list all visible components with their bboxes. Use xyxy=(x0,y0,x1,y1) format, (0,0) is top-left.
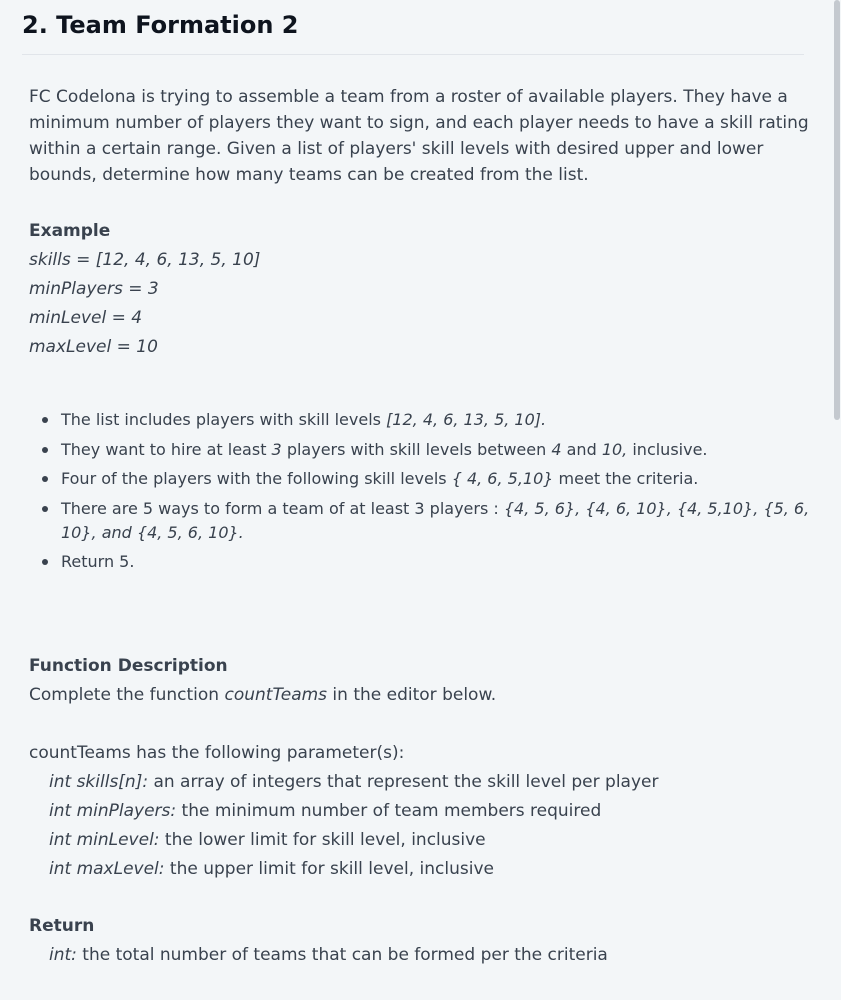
scrollbar-thumb[interactable] xyxy=(834,0,840,420)
vertical-scrollbar[interactable] xyxy=(833,0,841,1000)
function-description-heading: Function Description xyxy=(29,656,228,676)
return-heading: Return xyxy=(29,916,95,936)
title-divider xyxy=(22,54,804,55)
example-skills: skills = [12, 4, 6, 13, 5, 10] xyxy=(29,250,261,270)
example-heading: Example xyxy=(29,221,111,241)
function-name: countTeams xyxy=(224,685,328,705)
function-description-text: Complete the function countTeams in the editor below. xyxy=(29,685,497,705)
parameters-intro: countTeams has the following parameter(s): xyxy=(29,743,405,763)
list-item: There are 5 ways to form a team of at least 3 players : {4, 5, 6}, {4, 6, 10}, {4, 5,10}, {5, 6, 10}, and {4, 5, 6, 10}. xyxy=(61,497,831,545)
list-item: They want to hire at least 3 players with skill levels between 4 and 10, inclusive. xyxy=(61,438,831,462)
problem-intro: FC Codelona is trying to assemble a team from a roster of available players. They have a minimum number of players they want to sign, and each player needs to have a skill rating within a certain range. Given a list of players' skill levels with desired upper and lower bounds, determine how many teams can be created from the list. xyxy=(29,87,809,185)
problem-title: 2. Team Formation 2 xyxy=(22,11,299,39)
param-min-players: int minPlayers: the minimum number of team members required xyxy=(49,801,602,821)
example-min-players: minPlayers = 3 xyxy=(29,279,159,299)
return-description: int: the total number of teams that can be formed per the criteria xyxy=(49,945,608,965)
example-explanation-list xyxy=(29,408,831,579)
list-item: Return 5. xyxy=(61,550,831,574)
param-min-level: int minLevel: the lower limit for skill level, inclusive xyxy=(49,830,486,850)
example-min-level: minLevel = 4 xyxy=(29,308,143,328)
list-item: The list includes players with skill levels [12, 4, 6, 13, 5, 10]. xyxy=(61,408,831,432)
param-skills: int skills[n]: an array of integers that represent the skill level per player xyxy=(49,772,659,792)
list-item: Four of the players with the following skill levels { 4, 6, 5,10} meet the criteria. xyxy=(61,467,831,491)
example-max-level: maxLevel = 10 xyxy=(29,337,158,357)
param-max-level: int maxLevel: the upper limit for skill level, inclusive xyxy=(49,859,494,879)
